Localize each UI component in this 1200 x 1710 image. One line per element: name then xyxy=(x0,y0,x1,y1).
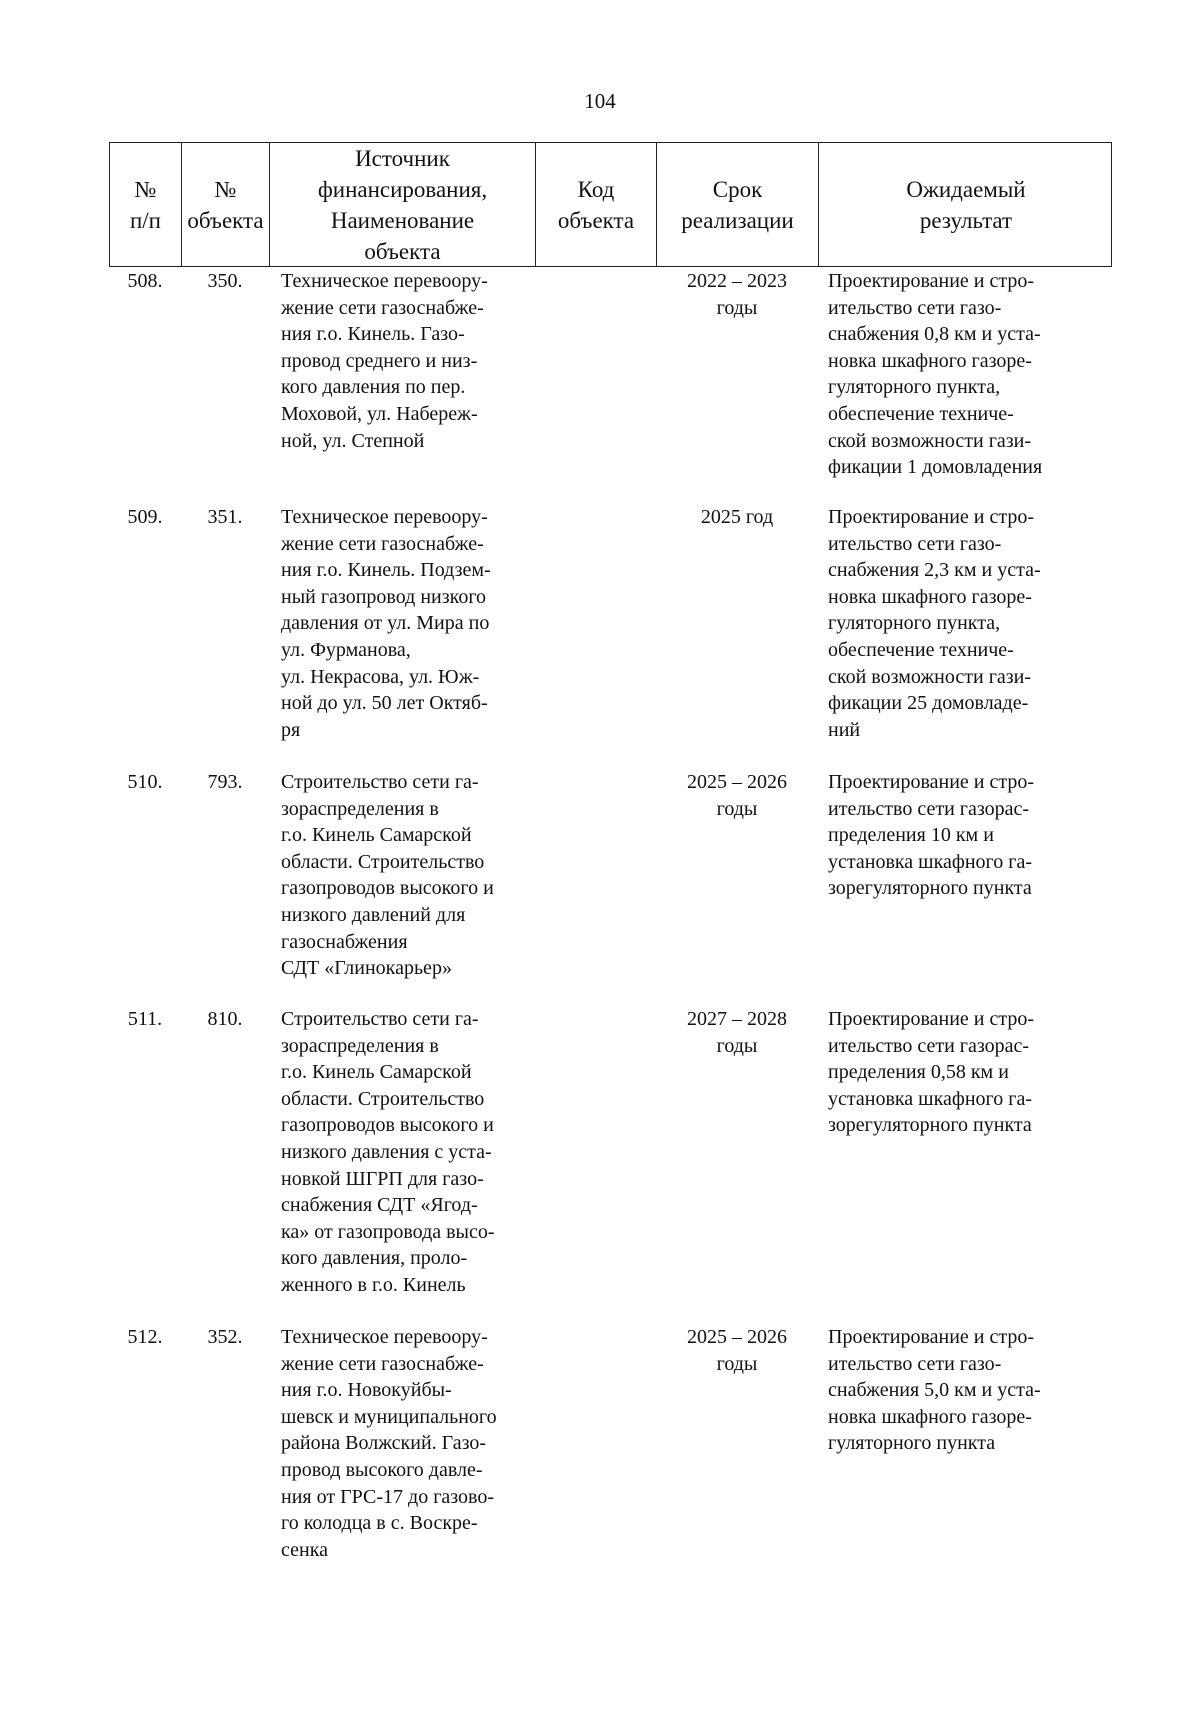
row-result-line: обеспечение техниче- xyxy=(828,638,1014,661)
row-result-line: гуляторного пункта, xyxy=(828,612,1001,635)
row-name-line: жение сети газоснабже- xyxy=(281,532,484,555)
row-name-line: района Волжский. Газо- xyxy=(281,1432,487,1455)
row-name-line: Строительство сети га- xyxy=(281,1008,479,1030)
row-name xyxy=(269,1006,535,1299)
row-result-line: ительство сети газо- xyxy=(828,532,1002,555)
row-name-line: ря xyxy=(281,718,301,741)
row-num: 510. xyxy=(127,771,163,793)
row-name-line: жение сети газоснабже- xyxy=(281,1352,484,1375)
header-result-line: Ожидаемый xyxy=(906,177,1026,202)
row-name-line: снабжения СДТ «Ягод- xyxy=(281,1194,478,1217)
row-result-line: ской возможности гази- xyxy=(828,665,1032,688)
header-source-name-line: финансирования, xyxy=(317,177,488,202)
row-num: 512. xyxy=(127,1326,163,1348)
row-period-line: годы xyxy=(716,296,758,319)
row-result-line: Проектирование и стро- xyxy=(828,1008,1035,1030)
row-result-line: фикации 25 домовладе- xyxy=(828,692,1029,715)
row-result-line: обеспечение техниче- xyxy=(828,402,1014,425)
row-name-line: зораспределения в xyxy=(281,1034,439,1057)
row-name-line: кого давления, проло- xyxy=(281,1247,468,1270)
header-period-line: Срок xyxy=(712,177,763,202)
row-result-line: новка шкафного газоре- xyxy=(828,1405,1032,1428)
row-result-line: ской возможности гази- xyxy=(828,429,1032,452)
row-period-line: годы xyxy=(716,1034,758,1057)
header-num xyxy=(110,143,182,267)
row-result-line: новка шкафного газоре- xyxy=(828,585,1032,608)
table-header xyxy=(109,142,1112,267)
row-name-line: давления от ул. Мира по xyxy=(281,612,490,635)
row-result-line: гуляторного пункта, xyxy=(828,376,1001,399)
row-result xyxy=(818,769,1112,982)
row-name-line: ный газопровод низкого xyxy=(281,585,487,608)
row-result-line: установка шкафного га- xyxy=(828,850,1032,873)
row-name-line: газопроводов высокого и xyxy=(281,877,494,900)
row-code xyxy=(535,504,656,743)
row-name-line: новкой ШГРП для газо- xyxy=(281,1167,484,1190)
row-code xyxy=(535,268,656,481)
row-result-line: зорегуляторного пункта xyxy=(828,877,1032,900)
row-result-line: новка шкафного газоре- xyxy=(828,349,1032,372)
row-name-line: ул. Некрасова, ул. Юж- xyxy=(281,665,480,688)
row-name-line: жение сети газоснабже- xyxy=(281,296,484,319)
row-name-line: ния г.о. Новокуйбы- xyxy=(281,1379,452,1402)
table-row xyxy=(109,504,1112,743)
row-result-line: Проектирование и стро- xyxy=(828,270,1035,292)
row-name-line: ка» от газопровода высо- xyxy=(281,1220,495,1243)
row-name xyxy=(269,769,535,982)
table-row xyxy=(109,268,1112,481)
row-name-line: женного в г.о. Кинель xyxy=(281,1273,466,1296)
row-result-line: снабжения 2,3 км и уста- xyxy=(828,559,1041,582)
row-name-line: г.о. Кинель Самарской xyxy=(281,1061,472,1084)
row-result-line: Проектирование и стро- xyxy=(828,506,1035,528)
row-object-num: 793. xyxy=(207,771,243,793)
row-result-line: ний xyxy=(828,718,861,741)
table-row xyxy=(109,769,1112,982)
header-source-name-line: объекта xyxy=(364,239,441,264)
row-num: 509. xyxy=(127,506,163,528)
row-result-line: установка шкафного га- xyxy=(828,1087,1032,1110)
table-row xyxy=(109,1006,1112,1299)
row-name-line: сенка xyxy=(281,1538,328,1561)
row-result-line: снабжения 0,8 км и уста- xyxy=(828,323,1041,346)
page-number: 104 xyxy=(584,89,616,113)
row-name-line: провод высокого давле- xyxy=(281,1458,483,1481)
row-name-line: г.о. Кинель Самарской xyxy=(281,824,472,847)
row-result-line: ительство сети газо- xyxy=(828,296,1002,319)
row-period xyxy=(656,1006,818,1299)
header-num-line: № xyxy=(134,177,157,202)
header-result xyxy=(819,143,1113,267)
row-result-line: фикации 1 домовладения xyxy=(828,456,1043,479)
row-name-line: зораспределения в xyxy=(281,797,439,820)
row-result xyxy=(818,1006,1112,1299)
header-code-line: объекта xyxy=(557,208,635,233)
row-name-line: ной до ул. 50 лет Октяб- xyxy=(281,692,488,715)
row-object-num: 352. xyxy=(207,1326,243,1348)
row-period-line: 2025 – 2026 xyxy=(687,1326,787,1348)
header-object-num xyxy=(182,143,270,267)
row-result-line: пределения 0,58 км и xyxy=(828,1061,1009,1084)
row-name-line: кого давления по пер. xyxy=(281,376,466,399)
row-object-num: 351. xyxy=(207,506,243,528)
row-result-line: Проектирование и стро- xyxy=(828,1326,1035,1348)
row-name-line: Техническое перевоору- xyxy=(281,270,488,292)
row-name xyxy=(269,504,535,743)
row-period xyxy=(656,769,818,982)
header-period-line: реализации xyxy=(681,208,794,233)
row-name-line: Техническое перевоору- xyxy=(281,1326,488,1348)
header-result-line: результат xyxy=(919,208,1013,233)
row-name-line: ной, ул. Степной xyxy=(281,429,425,452)
row-result-line: ительство сети газо- xyxy=(828,1352,1002,1375)
row-name-line: СДТ «Глинокарьер» xyxy=(281,957,452,980)
row-period xyxy=(656,504,818,743)
row-result-line: пределения 10 км и xyxy=(828,824,994,847)
row-period xyxy=(656,1324,818,1563)
row-name-line: шевск и муниципального xyxy=(281,1405,497,1428)
row-result-line: гуляторного пункта xyxy=(828,1432,996,1455)
row-result-line: снабжения 5,0 км и уста- xyxy=(828,1379,1041,1402)
row-result xyxy=(818,268,1112,481)
header-code xyxy=(536,143,657,267)
row-period xyxy=(656,268,818,481)
row-period-line: 2025 – 2026 xyxy=(687,771,787,793)
row-name-line: Моховой, ул. Набереж- xyxy=(281,402,478,425)
row-name-line: Строительство сети га- xyxy=(281,771,479,793)
row-period-line: годы xyxy=(716,797,758,820)
header-source-name-line: Наименование xyxy=(330,208,475,233)
row-name-line: ния г.о. Кинель. Газо- xyxy=(281,323,465,346)
row-result-line: зорегуляторного пункта xyxy=(828,1114,1032,1137)
row-name xyxy=(269,1324,535,1563)
header-object-num-line: № xyxy=(214,177,237,202)
row-object-num: 350. xyxy=(207,270,243,292)
header-num-line: п/п xyxy=(129,208,161,233)
row-result xyxy=(818,1324,1112,1563)
header-code-line: Код xyxy=(577,177,615,202)
row-num: 511. xyxy=(127,1008,163,1030)
row-name-line: Техническое перевоору- xyxy=(281,506,488,528)
header-object-num-line: объекта xyxy=(187,208,264,233)
row-period-line: 2027 – 2028 xyxy=(687,1008,787,1030)
row-period-line: 2022 – 2023 xyxy=(687,270,787,292)
row-object-num: 810. xyxy=(207,1008,243,1030)
header-source-name-line: Источник xyxy=(355,146,450,171)
row-num: 508. xyxy=(127,270,163,292)
row-result-line: ительство сети газорас- xyxy=(828,1034,1030,1057)
row-name-line: газопроводов высокого и xyxy=(281,1114,494,1137)
row-name-line: низкого давления с уста- xyxy=(281,1140,492,1163)
row-name-line: провод среднего и низ- xyxy=(281,349,478,372)
row-period-line: 2025 год xyxy=(700,506,774,528)
table-row xyxy=(109,1324,1112,1563)
row-name-line: ния от ГРС-17 до газово- xyxy=(281,1485,495,1508)
row-result-line: ительство сети газорас- xyxy=(828,797,1030,820)
row-name-line: ния г.о. Кинель. Подзем- xyxy=(281,559,491,582)
row-code xyxy=(535,769,656,982)
row-name-line: низкого давлений для xyxy=(281,903,466,926)
row-period-line: годы xyxy=(716,1352,758,1375)
row-name-line: области. Строительство xyxy=(281,850,485,873)
row-name-line: ул. Фурманова, xyxy=(281,638,411,661)
objects-table xyxy=(109,142,1112,1561)
row-result xyxy=(818,504,1112,743)
row-code xyxy=(535,1006,656,1299)
row-name xyxy=(269,268,535,481)
row-name-line: го колодца в с. Воскре- xyxy=(281,1512,478,1535)
row-name-line: области. Строительство xyxy=(281,1087,485,1110)
header-source-name xyxy=(270,143,536,267)
row-code xyxy=(535,1324,656,1563)
row-result-line: Проектирование и стро- xyxy=(828,771,1035,793)
row-name-line: газоснабжения xyxy=(281,930,408,953)
header-period xyxy=(657,143,819,267)
